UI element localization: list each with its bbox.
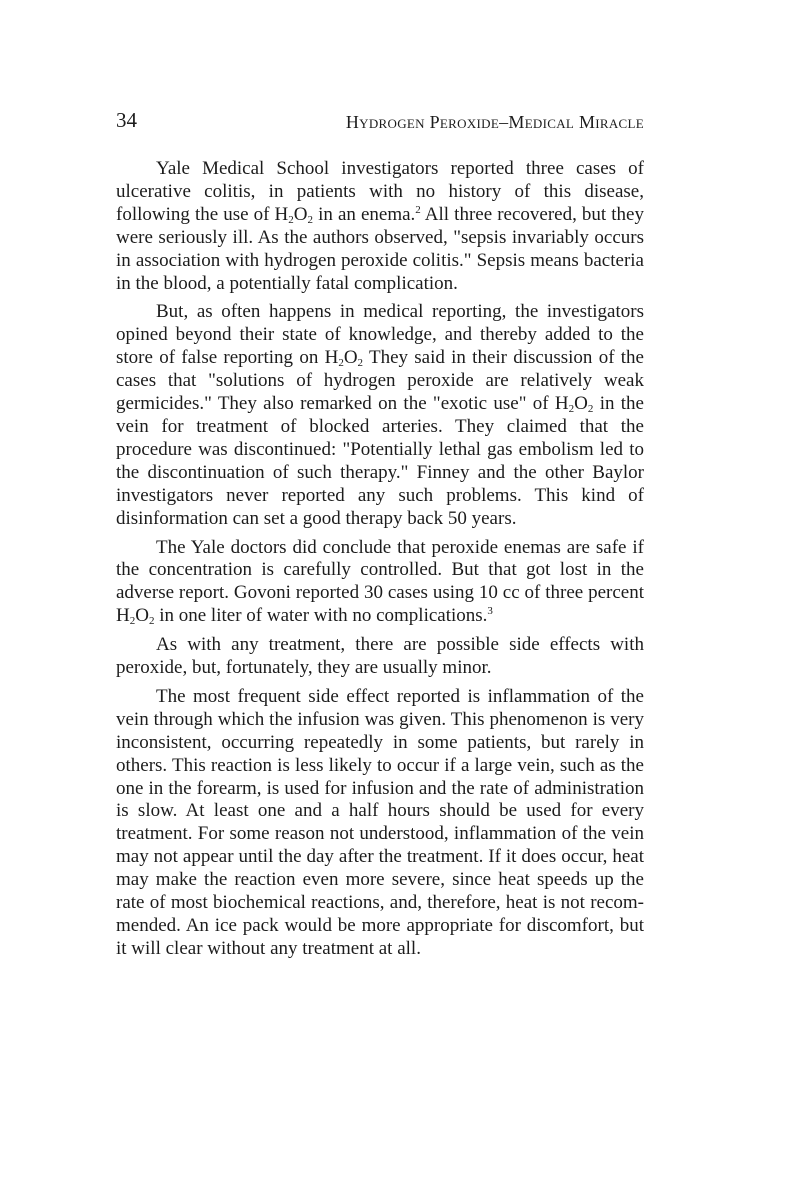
text-run: All three recovered, but they were seriously ill. As the authors observed, "sepsis invariably occurs in association with hydrogen peroxide colitis." Sepsis means bacteria in the blood, a potentially fatal complication.	[116, 203, 644, 294]
running-head	[116, 108, 644, 140]
text-run: O	[293, 203, 308, 225]
text-run: in the vein for treatment of blocked arteries. They claimed that the procedure was discontinued: "Potentially lethal gas embolism led to the discontinuation of such therapy." Finney and the other Baylor investigators never reported any such problems. This kind of disinformation can set a good therapy back 50 years.	[116, 393, 644, 529]
body-text	[116, 158, 644, 961]
paragraph-5	[116, 686, 644, 961]
subscript: 2	[357, 357, 364, 370]
subscript: 2	[568, 403, 575, 416]
text-run: The most frequent side effect reported is inflammation of the vein through which the infusion was given. This phenomenon is very inconsistent, occurring repeatedly in some patients, but rarely in others. This reaction is less likely to occur if a large vein, such as the one in the forearm, is used for infusion and the rate of administration is slow. At least one and a half hours should be used for every treatment. For some reason not understood, inflammation of the vein may not appear until the day after the treatment. If it does occur, heat may make the reaction even more severe, since heat speeds up the rate of most biochemical reactions, and, therefore, heat is not recommended. An ice pack would be more appropriate for discomfort, but it will clear without any treatment at all.	[116, 685, 644, 959]
text-run: O	[574, 393, 588, 415]
paragraph-3	[116, 537, 644, 629]
footnote-reference: 2	[415, 203, 421, 216]
text-run: As with any treatment, there are possible side effects with peroxide, but, fortunately, they are usually minor.	[116, 634, 644, 679]
page-number: 34	[116, 108, 137, 132]
text-run: Yale Medical School investigators reported three cases of ulcerative colitis, in patients with no history of this disease, following the use of H	[116, 158, 644, 225]
text-run: O	[135, 605, 149, 627]
paragraph-4	[116, 634, 644, 680]
subscript: 2	[148, 615, 155, 628]
text-run: They said in their discussion of the cases that "solutions of hydrogen peroxide are relatively weak germicides." They also remarked on the "exotic use" of H	[116, 347, 644, 415]
footnote-reference: 3	[487, 605, 493, 618]
subscript: 2	[288, 213, 294, 226]
text-run: The Yale doctors did conclude that peroxide enemas are safe if the concentration is carefully controlled. But that got lost in the adverse report. Govoni reported 30 cases using 10 cc of three percent H	[116, 536, 644, 627]
subscript: 2	[129, 615, 136, 628]
running-title: Hydrogen Peroxide–Medical Miracle	[345, 112, 644, 132]
book-page	[116, 108, 644, 967]
subscript: 2	[307, 213, 314, 226]
text-run: But, as often happens in medical reporting, the investigators opined beyond their state of knowledge, and thereby added to the store of false reporting on H	[116, 301, 644, 369]
text-run: O	[343, 347, 358, 369]
subscript: 2	[587, 403, 594, 416]
text-run: in an enema.	[313, 203, 416, 225]
paragraph-2	[116, 301, 644, 530]
paragraph-1	[116, 158, 644, 295]
text-run: in one liter of water with no complications.	[154, 605, 488, 627]
subscript: 2	[338, 357, 344, 370]
